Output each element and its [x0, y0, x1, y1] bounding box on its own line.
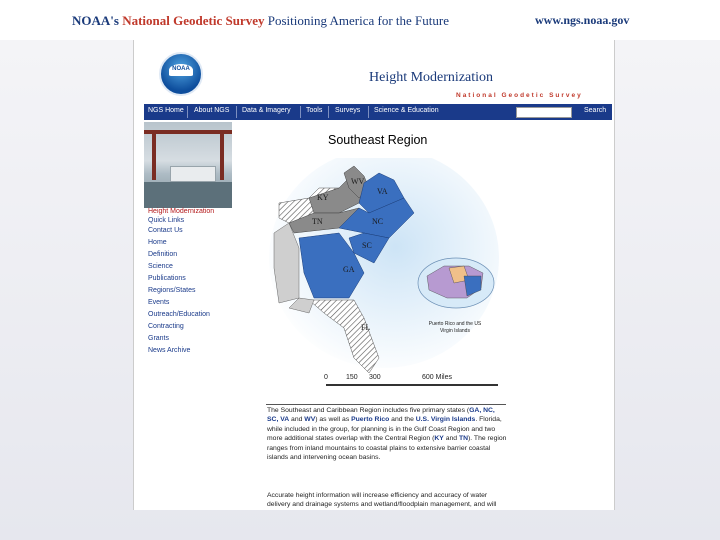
- para-text: and: [443, 435, 459, 443]
- label-nc: NC: [372, 217, 384, 226]
- nav-divider: [236, 106, 237, 118]
- sidebar-item-news-archive[interactable]: News Archive: [148, 347, 191, 354]
- para-text: ). The region ranges from inland mountains to coastal plains to extensive barrier coastal islands and intervening ocean basins.: [267, 435, 507, 462]
- brand-ngs: National Geodetic Survey: [122, 13, 265, 28]
- label-sc: SC: [362, 241, 372, 250]
- southeast-region-map: [269, 158, 509, 383]
- sidebar-item-science[interactable]: Science: [148, 263, 173, 270]
- nav-surveys[interactable]: Surveys: [335, 107, 361, 114]
- label-va: VA: [377, 187, 388, 196]
- nav-divider: [187, 106, 188, 118]
- para-text: , while included in the group, for planning is in the Gulf Coast Region and two more additional states overlap with the Central Region (: [267, 416, 502, 443]
- para-text: and: [289, 416, 305, 424]
- bridge-tower: [152, 130, 156, 180]
- sidebar-item-home[interactable]: Home: [148, 239, 167, 246]
- inset-caption: Puerto Rico and the US Virgin Islands: [428, 321, 482, 334]
- scale-label-150: 150: [346, 374, 358, 381]
- region-title: Southeast Region: [328, 133, 428, 147]
- sidebar-item-events[interactable]: Events: [148, 299, 170, 306]
- search-button[interactable]: Search: [584, 107, 607, 114]
- height-info-paragraph: Accurate height information will increase efficiency and accuracy of water delivery and drainage systems and wetland/floodplain management, and will: [267, 492, 497, 509]
- nav-ngs-home[interactable]: NGS Home: [148, 107, 184, 114]
- brand-noaa: NOAA's: [72, 13, 119, 28]
- bridge-deck: [144, 130, 232, 134]
- scale-label-300: 300: [369, 374, 381, 381]
- label-ky: KY: [317, 193, 329, 202]
- sidebar-item-quick-links[interactable]: Quick Links: [148, 217, 185, 224]
- nav-divider: [328, 106, 329, 118]
- search-input[interactable]: [516, 107, 572, 118]
- top-nav: [144, 104, 612, 120]
- brand-tagline: Positioning America for the Future: [267, 13, 449, 28]
- label-fl: FL: [361, 323, 371, 332]
- sidebar-item-regions-states[interactable]: Regions/States: [148, 287, 196, 294]
- slide-url: www.ngs.noaa.gov: [535, 13, 630, 27]
- link-wv[interactable]: WV: [304, 416, 316, 424]
- link-florida[interactable]: Florida: [479, 416, 500, 424]
- scale-label-600: 600 Miles: [422, 374, 452, 381]
- sidebar-nav: [148, 208, 248, 357]
- sidebar-item-contact-us[interactable]: Contact Us: [148, 227, 183, 234]
- nav-divider: [300, 106, 301, 118]
- site-title: Height Modernization: [369, 70, 494, 85]
- water: [144, 182, 232, 208]
- bridge-ship-photo: [144, 122, 232, 208]
- nav-about-ngs[interactable]: About NGS: [194, 107, 230, 114]
- para-text: The Southeast and Caribbean Region includes five primary states (: [267, 407, 470, 414]
- ship: [170, 166, 216, 182]
- sidebar-item-grants[interactable]: Grants: [148, 335, 170, 342]
- nav-divider: [368, 106, 369, 118]
- content-divider: [266, 404, 506, 405]
- label-tn: TN: [312, 217, 323, 226]
- link-puerto-rico[interactable]: Puerto Rico: [351, 416, 390, 424]
- para-text: ) as well as: [315, 416, 352, 424]
- scale-bar: [326, 384, 498, 386]
- slide-header: [0, 0, 720, 40]
- bridge-tower: [220, 130, 224, 180]
- site-subtitle: National Geodetic Survey: [456, 92, 583, 99]
- para-text: .: [475, 416, 480, 424]
- nav-data-imagery[interactable]: Data & Imagery: [242, 107, 291, 114]
- region-description: [267, 406, 507, 462]
- para-text: and the: [389, 416, 416, 424]
- scale-label-0: 0: [324, 374, 328, 381]
- sidebar-item-outreach-education[interactable]: Outreach/Education: [148, 311, 210, 318]
- label-wv: WV: [351, 177, 365, 186]
- label-ga: GA: [343, 265, 355, 274]
- sidebar-item-height-modernization[interactable]: Height Modernization: [148, 208, 215, 215]
- link-primary-states[interactable]: GA, NC, SC, VA: [267, 407, 495, 424]
- website-screenshot: [133, 40, 615, 510]
- slide-brand: [72, 13, 449, 29]
- map-scale: [324, 370, 564, 392]
- sidebar-item-publications[interactable]: Publications: [148, 275, 186, 282]
- nav-tools[interactable]: Tools: [306, 107, 323, 114]
- sidebar-item-definition[interactable]: Definition: [148, 251, 178, 258]
- link-virgin-islands[interactable]: U.S. Virgin Islands: [415, 416, 476, 424]
- logo-label: NOAA: [172, 66, 190, 72]
- link-ky[interactable]: KY: [434, 435, 444, 443]
- sidebar-item-contracting[interactable]: Contracting: [148, 323, 184, 330]
- link-tn[interactable]: TN: [458, 435, 469, 443]
- nav-science-education[interactable]: Science & Education: [374, 107, 439, 114]
- noaa-logo-icon[interactable]: [159, 52, 203, 96]
